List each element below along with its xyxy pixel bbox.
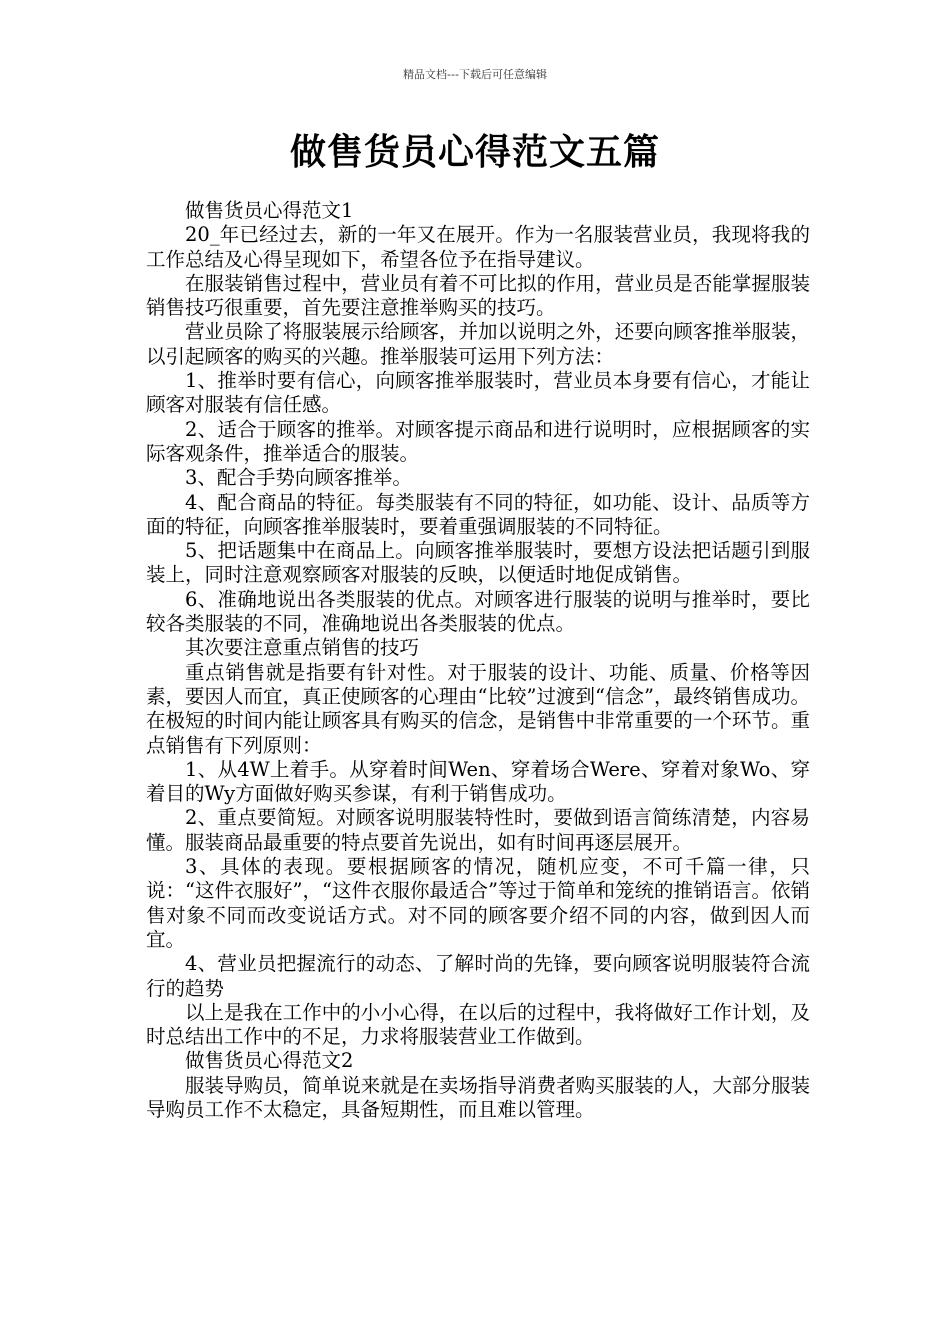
list-item: 2、适合于顾客的推举。对顾客提示商品和进行说明时，应根据顾客的实际客观条件，推举适合的服装。 bbox=[146, 417, 810, 465]
document-body bbox=[146, 199, 810, 1122]
paragraph: 营业员除了将服装展示给顾客，并加以说明之外，还要向顾客推举服装，以引起顾客的购买的兴趣。推举服装可运用下列方法： bbox=[146, 320, 810, 368]
header-note: 精品文档---下载后可任意编辑 bbox=[403, 68, 547, 81]
list-item: 2、重点要简短。对顾客说明服装特性时，要做到语言简练清楚，内容易懂。服装商品最重要的特点要首先说出，如有时间再逐层展开。 bbox=[146, 806, 810, 854]
list-item: 3、配合手势向顾客推举。 bbox=[185, 466, 412, 490]
list-item: 1、推举时要有信心，向顾客推举服装时，营业员本身要有信心，才能让顾客对服装有信任感。 bbox=[146, 369, 810, 417]
list-item: 5、把话题集中在商品上。向顾客推举服装时，要想方设法把话题引到服装上，同时注意观察顾客对服装的反映，以便适时地促成销售。 bbox=[146, 539, 810, 587]
list-item: 4、营业员把握流行的动态、了解时尚的先锋，要向顾客说明服装符合流行的趋势 bbox=[146, 952, 810, 1000]
document-title: 做售货员心得范文五篇 bbox=[289, 132, 660, 173]
paragraph: 以上是我在工作中的小小心得，在以后的过程中，我将做好工作计划，及时总结出工作中的不足，力求将服装营业工作做到。 bbox=[146, 1000, 810, 1049]
paragraph: 重点销售就是指要有针对性。对于服装的设计、功能、质量、价格等因素，要因人而宜，真正使顾客的心理由“比较”过渡到“信念”，最终销售成功。在极短的时间内能让顾客具有购买的信念，是销售中非常重要的一个环节。重点销售有下列原则： bbox=[146, 660, 810, 757]
list-item: 6、准确地说出各类服装的优点。对顾客进行服装的说明与推举时，要比较各类服装的不同，准确地说出各类服装的优点。 bbox=[146, 587, 810, 636]
list-item: 4、配合商品的特征。每类服装有不同的特征，如功能、设计、品质等方面的特征，向顾客推举服装时，要着重强调服装的不同特征。 bbox=[146, 490, 810, 538]
section-heading: 做售货员心得范文2 bbox=[185, 1049, 354, 1073]
paragraph: 在服装销售过程中，营业员有着不可比拟的作用，营业员是否能掌握服装销售技巧很重要，首先要注意推举购买的技巧。 bbox=[146, 271, 810, 320]
list-item: 1、从4W上着手。从穿着时间Wen、穿着场合Were、穿着对象Wo、穿着目的Wy方面做好购买参谋，有利于销售成功。 bbox=[146, 757, 810, 806]
paragraph: 服装导购员，简单说来就是在卖场指导消费者购买服装的人，大部分服装导购员工作不太稳定，具备短期性，而且难以管理。 bbox=[146, 1073, 810, 1121]
section-heading: 做售货员心得范文1 bbox=[185, 199, 354, 222]
subheading: 其次要注意重点销售的技巧 bbox=[185, 636, 420, 660]
list-item: 3、具体的表现。要根据顾客的情况，随机应变，不可千篇一律，只说：“这件衣服好”，“这件衣服你最适合”等过于简单和笼统的推销语言。依销售对象不同而改变说话方式。对不同的顾客要介绍不同的内容，做到因人而宜。 bbox=[146, 855, 810, 951]
paragraph: 20_年已经过去，新的一年又在展开。作为一名服装营业员，我现将我的工作总结及心得呈现如下，希望各位予在指导建议。 bbox=[146, 223, 810, 271]
